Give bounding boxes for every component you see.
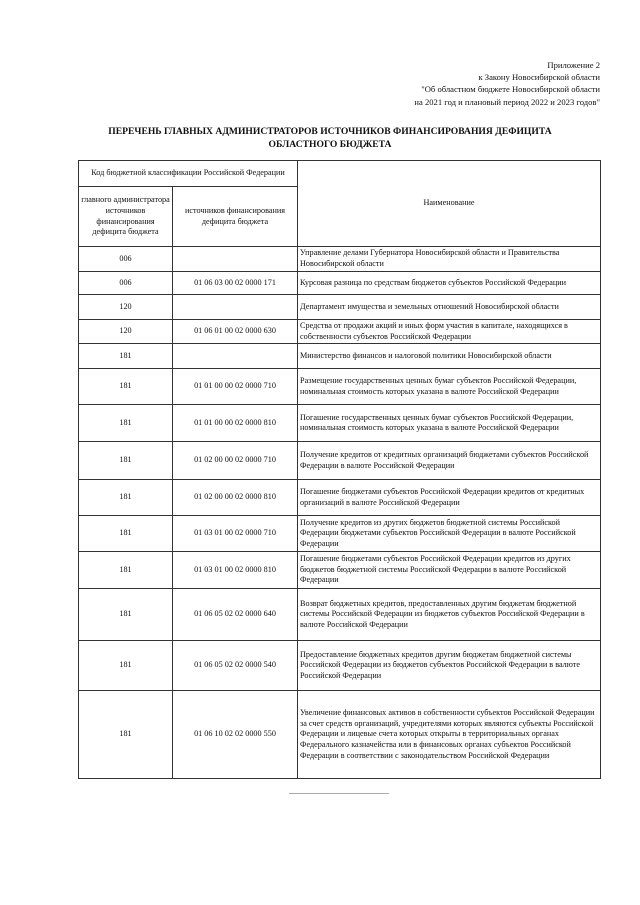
name-cell: Получение кредитов из других бюджетов бюджетной системы Российской Федерации бюджетами субъектов Российской Федерации в валюте Российской Федерации: [298, 516, 601, 552]
table-row: [79, 442, 601, 480]
table-row: [79, 369, 601, 405]
document-title-line: ОБЛАСТНОГО БЮДЖЕТА: [268, 138, 392, 150]
name-cell: Курсовая разница по средствам бюджетов субъектов Российской Федерации: [298, 272, 601, 295]
document-title: [60, 126, 600, 151]
table-row: [79, 691, 601, 779]
table-row: [79, 344, 601, 369]
table-row: [79, 641, 601, 691]
table-row: [79, 516, 601, 552]
source-code-cell: 01 06 10 02 02 0000 550: [173, 691, 298, 779]
admin-code-cell: 181: [79, 369, 173, 405]
admin-code-cell: 181: [79, 480, 173, 516]
name-cell: Средства от продажи акций и иных форм участия в капитале, находящихся в собственности субъектов Российской Федерации: [298, 320, 601, 344]
document-title-line: ПЕРЕЧЕНЬ ГЛАВНЫХ АДМИНИСТРАТОРОВ ИСТОЧНИКОВ ФИНАНСИРОВАНИЯ ДЕФИЦИТА: [108, 126, 552, 137]
source-code-cell: 01 01 00 00 02 0000 810: [173, 405, 298, 442]
source-code-cell: [173, 247, 298, 272]
table-row: [79, 295, 601, 320]
source-code-cell: 01 06 05 02 02 0000 640: [173, 589, 298, 641]
administrators-table: [78, 160, 601, 779]
header-classification-code: Код бюджетной классификации Российской Федерации: [79, 161, 298, 187]
table-row: [79, 272, 601, 295]
admin-code-cell: 181: [79, 405, 173, 442]
name-cell: Получение кредитов от кредитных организаций бюджетами субъектов Российской Федерации в валюте Российской Федерации: [298, 442, 601, 480]
name-cell: Размещение государственных ценных бумаг субъектов Российской Федерации, номинальная стоимость которых указана в валюте Российской Федерации: [298, 369, 601, 405]
source-code-cell: 01 06 01 00 02 0000 630: [173, 320, 298, 344]
table-row: [79, 552, 601, 589]
source-code-cell: 01 03 01 00 02 0000 710: [173, 516, 298, 552]
name-cell: Управление делами Губернатора Новосибирской области и Правительства Новосибирской области: [298, 247, 601, 272]
table-row: [79, 480, 601, 516]
source-code-cell: 01 06 05 02 02 0000 540: [173, 641, 298, 691]
name-cell: Министерство финансов и налоговой политики Новосибирской области: [298, 344, 601, 369]
admin-code-cell: 181: [79, 641, 173, 691]
admin-code-cell: 120: [79, 320, 173, 344]
admin-code-cell: 181: [79, 442, 173, 480]
name-cell: Погашение бюджетами субъектов Российской Федерации кредитов из других бюджетов бюджетной системы Российской Федерации в валюте Российской Федерации: [298, 552, 601, 589]
admin-code-cell: 120: [79, 295, 173, 320]
footer-divider: [289, 793, 389, 794]
table-row: [79, 589, 601, 641]
header-name: Наименование: [298, 161, 601, 247]
name-cell: Погашение бюджетами субъектов Российской Федерации кредитов от кредитных организаций в валюте Российской Федерации: [298, 480, 601, 516]
source-code-cell: 01 02 00 00 02 0000 710: [173, 442, 298, 480]
admin-code-cell: 181: [79, 344, 173, 369]
admin-code-cell: 006: [79, 247, 173, 272]
table-row: [79, 247, 601, 272]
source-code-cell: [173, 295, 298, 320]
admin-code-cell: 181: [79, 516, 173, 552]
name-cell: Погашение государственных ценных бумаг субъектов Российской Федерации, номинальная стоимость которых указана в валюте Российской Федерации: [298, 405, 601, 442]
admin-code-cell: 181: [79, 552, 173, 589]
admin-code-cell: 181: [79, 589, 173, 641]
source-code-cell: 01 02 00 00 02 0000 810: [173, 480, 298, 516]
table-row: [79, 320, 601, 344]
name-cell: Увеличение финансовых активов в собственности субъектов Российской Федерации за счет средств организаций, учредителями которых являются субъекты Российской Федерации и лицевые счета которых открыты в территориальных органах Федерального казначейства или в финансовых органах субъектов Российской Федерации в соответствии с законодательством Российской Федерации: [298, 691, 601, 779]
name-cell: Возврат бюджетных кредитов, предоставленных другим бюджетам бюджетной системы Российской Федерации из бюджетов субъектов Российской Федерации в валюте Российской Федерации: [298, 589, 601, 641]
table-header-row: [79, 161, 601, 187]
appendix-note-line: на 2021 год и плановый период 2022 и 2023 годов": [414, 96, 600, 107]
name-cell: Предоставление бюджетных кредитов другим бюджетам бюджетной системы Российской Федерации из бюджетов субъектов Российской Федерации в валюте Российской Федерации: [298, 641, 601, 691]
source-code-cell: 01 03 01 00 02 0000 810: [173, 552, 298, 589]
appendix-note: [414, 59, 600, 108]
source-code-cell: 01 06 03 00 02 0000 171: [173, 272, 298, 295]
appendix-note-line: "Об областном бюджете Новосибирской области: [421, 84, 600, 95]
table-row: [79, 405, 601, 442]
admin-code-cell: 181: [79, 691, 173, 779]
admin-code-cell: 006: [79, 272, 173, 295]
appendix-note-line: Приложение 2: [547, 60, 600, 70]
source-code-cell: [173, 344, 298, 369]
source-code-cell: 01 01 00 00 02 0000 710: [173, 369, 298, 405]
name-cell: Департамент имущества и земельных отношений Новосибирской области: [298, 295, 601, 320]
header-admin-code: главного администратора источников финансирования дефицита бюджета: [79, 187, 173, 247]
appendix-note-line: к Закону Новосибирской области: [478, 72, 600, 83]
header-source-code: источников финансирования дефицита бюджета: [173, 187, 298, 247]
